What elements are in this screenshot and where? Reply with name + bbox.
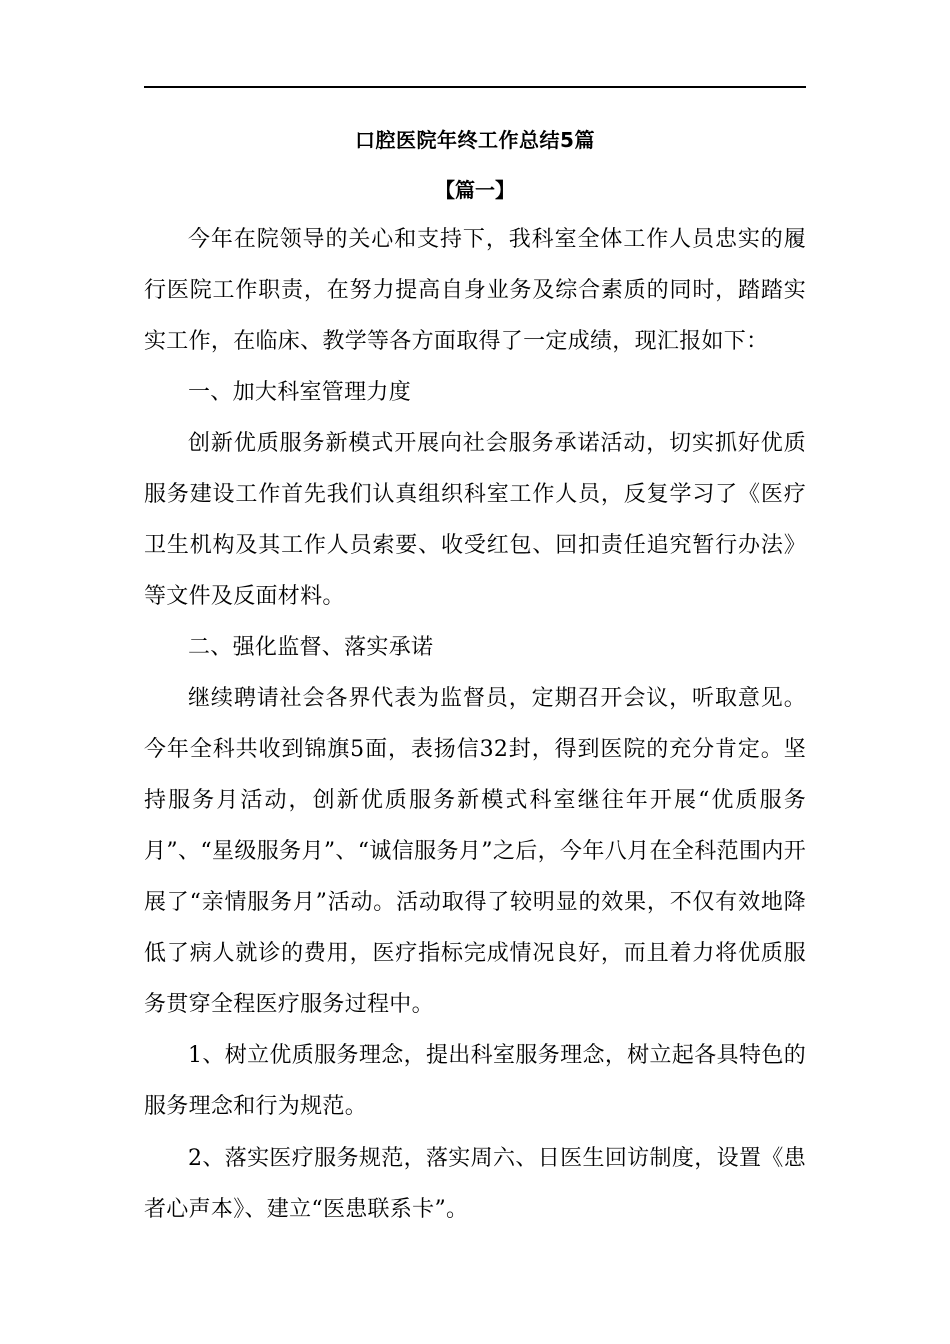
item-paragraph-1: 1、树立优质服务理念，提出科室服务理念，树立起各具特色的服务理念和行为规范。	[144, 1043, 806, 1119]
intro-paragraph: 今年在院领导的关心和支持下，我科室全体工作人员忠实的履行医院工作职责，在努力提高自身业务及综合素质的同时，踏踏实实工作，在临床、教学等各方面取得了一定成绩，现汇报如下：	[144, 227, 806, 354]
supervision-paragraph: 继续聘请社会各界代表为监督员，定期召开会议，听取意见。今年全科共收到锦旗5面，表扬信32封，得到医院的充分肯定。坚持服务月活动，创新优质服务新模式科室继往年开展“优质服务月”、“星级服务月”、“诚信服务月”之后，今年八月在全科范围内开展了“亲情服务月”活动。活动取得了较明显的效果，不仅有效地降低了病人就诊的费用，医疗指标完成情况良好，而且着力将优质服务贯穿全程医疗服务过程中。	[144, 686, 806, 1017]
document-title: 口腔医院年终工作总结5篇	[355, 128, 595, 152]
section-heading: 【篇一】	[435, 178, 515, 202]
subheading-supervision: 二、强化监督、落实承诺	[188, 635, 434, 660]
item-paragraph-2: 2、落实医疗服务规范，落实周六、日医生回访制度，设置《患者心声本》、建立“医患联系卡”。	[144, 1146, 806, 1222]
header-rule	[144, 86, 806, 88]
management-paragraph: 创新优质服务新模式开展向社会服务承诺活动，切实抓好优质服务建设工作首先我们认真组织科室工作人员，反复学习了《医疗卫生机构及其工作人员索要、收受红包、回扣责任追究暂行办法》等文件及反面材料。	[144, 431, 806, 609]
subheading-management: 一、加大科室管理力度	[188, 380, 412, 405]
